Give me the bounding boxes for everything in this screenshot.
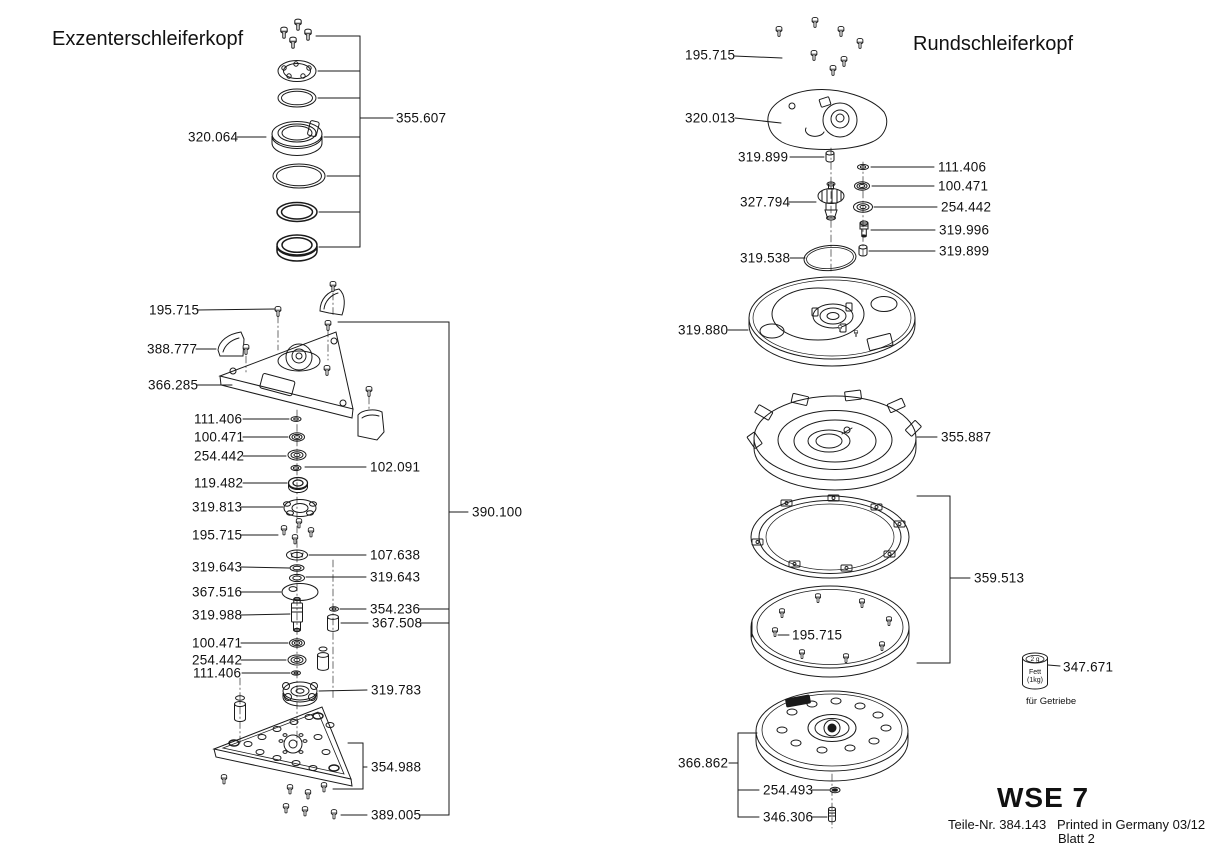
part-number-label: 320.064	[188, 129, 239, 145]
part-number-label: 319.643	[370, 569, 421, 585]
exzenter-top-screws-art	[281, 19, 311, 48]
brake-ring-art	[278, 61, 316, 82]
left-diagram-title: Exzenterschleiferkopf	[52, 28, 244, 50]
part-number-label: 359.513	[974, 570, 1025, 586]
footer-printed-note: Printed in Germany 03/12	[1057, 817, 1206, 832]
nut-319899a-art	[826, 151, 834, 162]
housing-366285-art	[220, 332, 353, 418]
model-number: WSE 7	[997, 782, 1090, 813]
sanding-plate-366862-art	[756, 691, 908, 781]
screws-195715-cluster-art	[281, 519, 313, 544]
o-ring-319538-art	[803, 244, 857, 273]
part-number-label: 389.005	[371, 807, 422, 823]
bearing-119482-art	[289, 478, 308, 493]
corner-cap-top-art	[320, 289, 344, 315]
part-number-label: 254.442	[194, 448, 245, 464]
part-number-label: 319.899	[738, 149, 789, 165]
corner-cap-right-art	[358, 410, 384, 440]
part-number-label: 107.638	[370, 547, 421, 563]
part-number-label: 100.471	[938, 178, 989, 194]
part-number-label: 195.715	[149, 302, 200, 318]
ring-collar-art	[277, 235, 317, 261]
part-number-label: 319.899	[939, 243, 990, 259]
flange-319783-art	[283, 682, 318, 706]
housing-screw-icon	[366, 386, 372, 396]
part-number-label: 319.880	[678, 322, 729, 338]
housing-screw-icon	[325, 320, 331, 330]
part-number-label: 366.285	[148, 377, 199, 393]
part-number-label: 111.406	[938, 159, 987, 175]
part-number-label: 254.442	[941, 199, 992, 215]
washer-254493-art	[830, 787, 840, 793]
clamp-ring-upper-359513-art	[751, 495, 909, 578]
part-number-label: 366.862	[678, 755, 729, 771]
part-number-label: 100.471	[194, 429, 245, 445]
housing-screw-icon	[243, 344, 249, 354]
part-number-label: 319.813	[192, 499, 243, 515]
part-number-label: 319.996	[939, 222, 990, 238]
part-number-label: 195.715	[192, 527, 243, 543]
part-number-label: 346.306	[763, 809, 814, 825]
ring-354236-art	[330, 607, 339, 611]
part-number-label: 327.794	[740, 194, 791, 210]
part-number-label: 195.715	[685, 47, 736, 63]
gear-housing-319880-art	[749, 277, 915, 366]
part-number-label: 195.715	[792, 627, 843, 643]
part-number-label: 100.471	[192, 635, 243, 651]
part-number-label: 102.091	[370, 459, 421, 475]
grease-body-line2: (1kg)	[1027, 677, 1043, 684]
rund-top-screws-art	[776, 17, 863, 75]
part-number-label: 390.100	[472, 504, 523, 520]
part-number-label: 319.783	[371, 682, 422, 698]
flange-319813-art	[284, 500, 317, 517]
washer-111406-art	[291, 417, 301, 422]
housing-screw-icon	[324, 365, 330, 375]
pad-screws-389005-art	[221, 775, 336, 819]
part-number-label: 111.406	[194, 411, 243, 427]
part-number-label: 354.236	[370, 601, 421, 617]
part-number-label: 367.516	[192, 584, 243, 600]
clamp-ring-320064-art	[272, 120, 322, 155]
brand-logo-mark	[785, 695, 810, 707]
part-number-label: 319.643	[192, 559, 243, 575]
ring-seal-art	[277, 203, 317, 222]
o-ring-art	[278, 89, 316, 107]
part-number-label: 354.988	[371, 759, 422, 775]
part-number-label: 111.406	[193, 665, 242, 681]
part-number-label: 254.493	[763, 782, 814, 798]
washer-111406b-art	[292, 671, 301, 675]
part-number-label: 388.777	[147, 341, 198, 357]
grease-caption: für Getriebe	[1026, 696, 1077, 707]
part-number-label: 355.607	[396, 110, 447, 126]
part-number-label: 355.887	[941, 429, 992, 445]
part-number-label: 254.442	[192, 652, 243, 668]
part-number-label: 119.482	[194, 475, 244, 491]
part-number-label: 320.013	[685, 110, 736, 126]
part-number-label: 319.988	[192, 607, 243, 623]
ring-319643a-art	[290, 565, 304, 571]
brake-ring-355887-art	[747, 390, 922, 490]
large-o-ring-art	[273, 164, 325, 188]
corner-cap-left-388777-art	[218, 332, 244, 356]
bearing-100471-art	[290, 433, 305, 441]
bearing-100471r-art	[855, 182, 870, 190]
grease-amount-text: 2 g	[1030, 656, 1040, 663]
valve-319996-art	[860, 221, 868, 237]
part-number-label: 319.538	[740, 250, 791, 266]
grease-body-line1: Fett	[1028, 669, 1042, 676]
housing-screw-icon	[275, 306, 281, 316]
part-number-label: 367.508	[372, 615, 423, 631]
footer-part-number: Teile-Nr. 384.143	[948, 817, 1047, 832]
buffer-standoff-right-art	[318, 647, 329, 670]
ring-102091-art	[291, 465, 301, 470]
footer-sheet-number: Blatt 2	[1058, 831, 1095, 846]
part-number-label: 347.671	[1063, 659, 1114, 675]
housing-cover-320013-art	[768, 90, 887, 150]
right-diagram-title: Rundschleiferkopf	[913, 33, 1074, 55]
